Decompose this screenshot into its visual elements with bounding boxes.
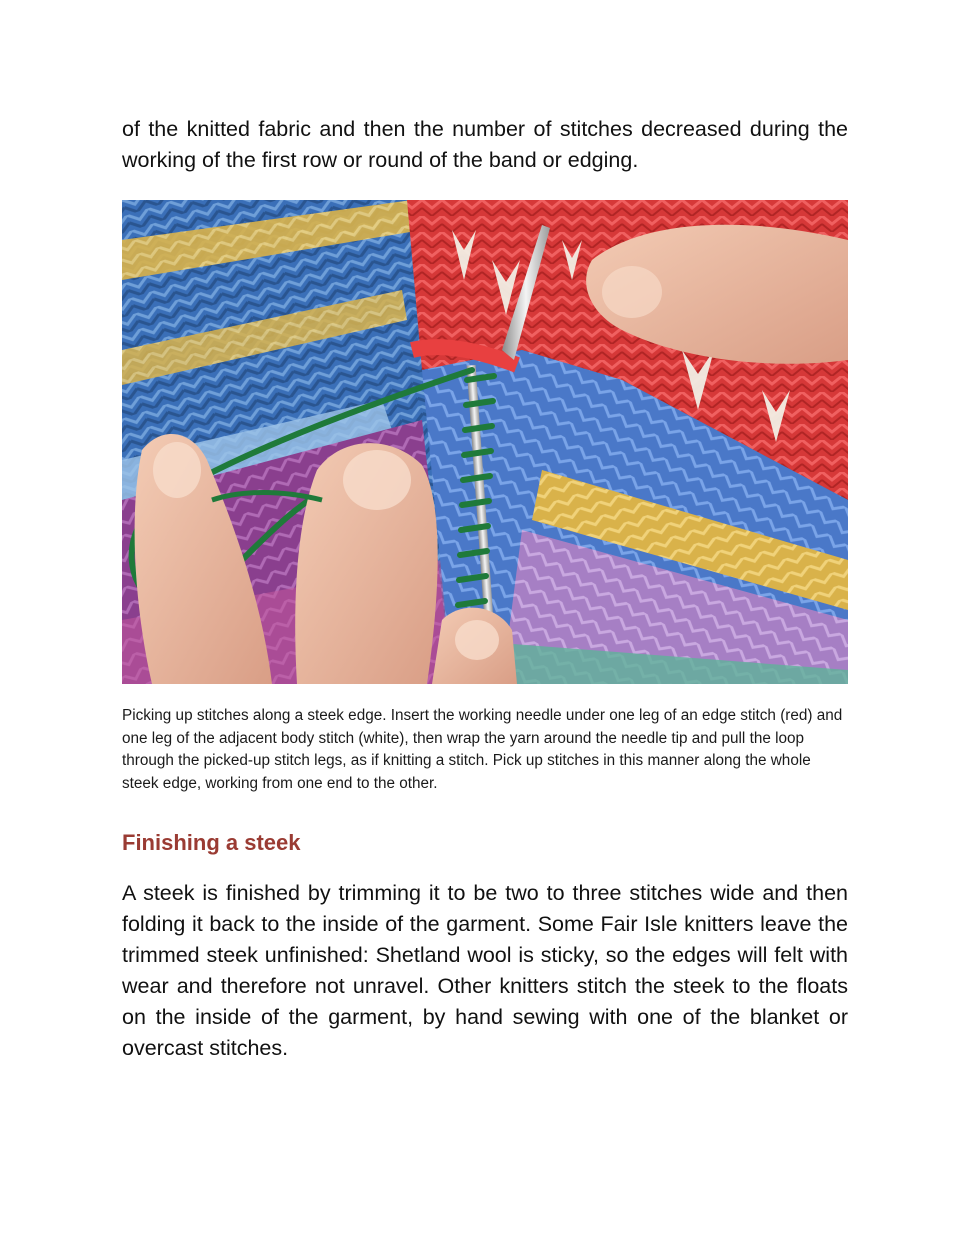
knitting-photo-icon — [122, 200, 848, 684]
section-heading: Finishing a steek — [122, 830, 301, 855]
figure-caption: Picking up stitches along a steek edge. Insert the working needle under one leg of an edge stitch (red) and one leg of the adjacent body stitch (white), then wrap the yarn around the needle tip and pull the loop through the picked-up stitch legs, as if knitting a stitch. Pick up stitches in this manner along the whole steek edge, working from one end to the other. — [122, 707, 843, 792]
knitting-photo — [122, 200, 848, 684]
section-paragraph: A steek is finished by trimming it to be two to three stitches wide and then folding it back to the inside of the garment. Some Fair Isle knitters leave the trimmed steek unfinished: Shetland wool is sticky, so the edges will felt with wear and therefore not unravel. Other knitters stitch the steek to the floats on the inside of the garment, by hand sewing with one of the blanket or overcast stitches. — [122, 881, 848, 1060]
intro-paragraph: of the knitted fabric and then the number of stitches decreased during the working of the first row or round of the band or edging. — [122, 117, 848, 172]
